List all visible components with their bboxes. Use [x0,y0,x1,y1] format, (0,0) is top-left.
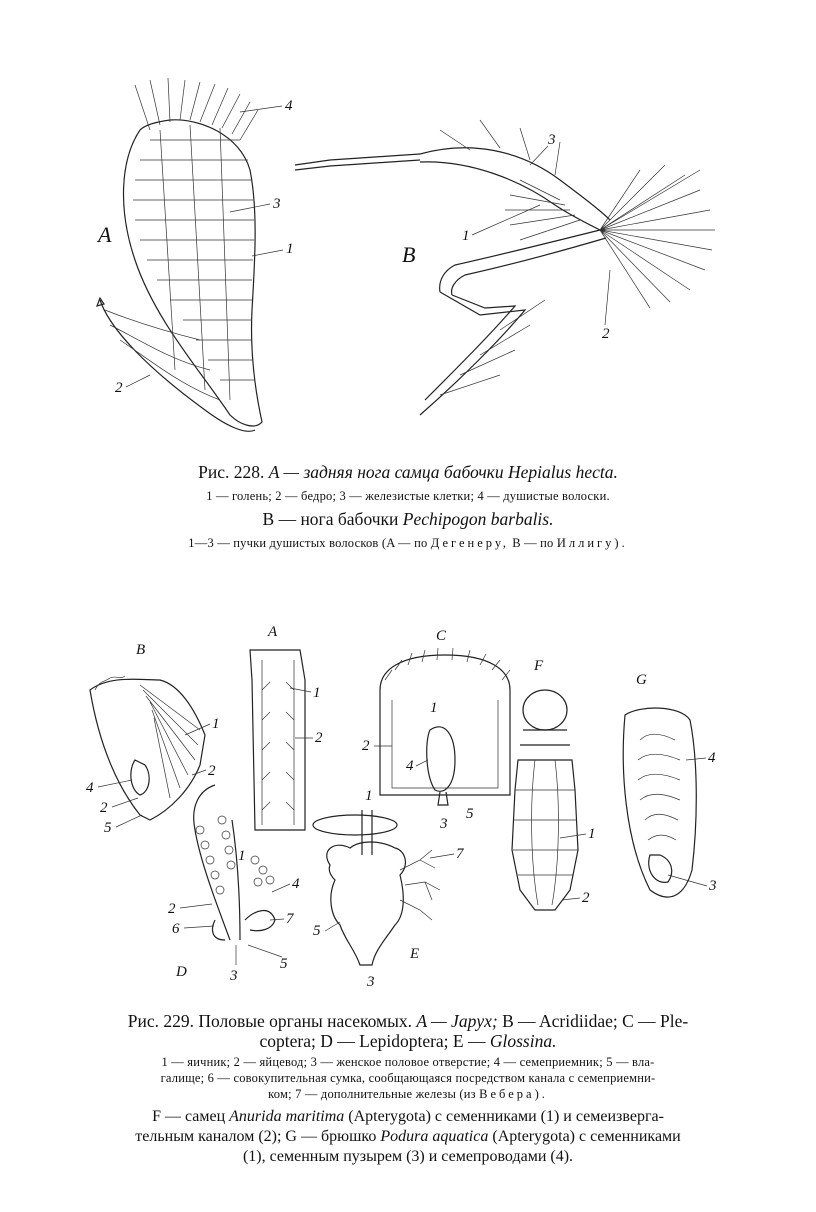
figure-228-illustration [0,70,816,450]
fig229-d-label-1: 1 [238,848,246,864]
fig229-label-B: B [136,642,146,658]
fig229-e-label-1: 1 [365,788,373,804]
fig228-b-label-2: 2 [602,326,610,342]
fig229-d-label-6: 6 [172,921,180,937]
figure-229-b-drawing [90,676,205,820]
fig229-d-label-2: 2 [168,901,176,917]
figure-229-f-drawing [512,690,578,910]
fig229-d-label-4: 4 [292,876,300,892]
fig228-label-B: B [402,242,416,267]
fig229-label-D: D [176,964,187,980]
fig229-f-label-2: 2 [582,890,590,906]
fig229-d-label-5: 5 [280,956,288,972]
fig229-caption-line-1: Рис. 229. Половые органы насекомых. A — Japyx; B — Acridiidae; C — Ple- [127,1011,689,1031]
fig229-b-label-4: 4 [86,780,94,796]
fig228-a-label-3: 3 [273,196,281,212]
fig229-d-label-3: 3 [230,968,238,984]
fig229-caption-line-5: ком; 7 — дополнительные железы (из Вебера). [268,1087,548,1101]
fig229-e-label-7: 7 [456,846,464,862]
figure-228-b-drawing [295,120,715,415]
figure-229-a-drawing [250,650,305,830]
fig229-c-label-2: 2 [362,738,370,754]
fig228-a-label-1: 1 [286,241,294,257]
fig229-a-label-1: 1 [313,685,321,701]
fig229-d-label-7: 7 [286,911,294,927]
fig229-caption-line-7: тельным каналом (2); G — брюшко Podura aquatica (Apterygota) с семенниками [135,1128,681,1145]
fig229-c-label-4: 4 [406,758,414,774]
fig229-label-C: C [436,628,447,644]
figure-228-a-drawing [97,78,262,431]
fig229-b-label-1: 1 [212,716,220,732]
fig229-label-F: F [534,658,544,674]
fig228-b-label-3: 3 [548,132,556,148]
fig228-label-A: A [98,222,112,247]
fig229-b-label-2b: 2 [100,800,108,816]
fig228-caption-line-1: Рис. 228. A — задняя нога самца бабочки Hepialus hecta. [198,462,618,482]
fig229-c-label-1: 1 [430,700,438,716]
figure-229-d-drawing [194,785,275,940]
fig229-c-label-3: 3 [440,816,448,832]
fig229-b-label-2: 2 [208,763,216,779]
figure-229-c-drawing [380,648,510,805]
fig228-a-label-4: 4 [285,98,293,114]
fig228-b-label-1: 1 [462,228,470,244]
fig229-label-G: G [636,672,647,688]
fig229-caption-line-3: 1 — яичник; 2 — яйцевод; 3 — женское половое отверстие; 4 — семеприемник; 5 — вла- [161,1055,655,1069]
fig229-b-label-5: 5 [104,820,112,836]
fig229-f-label-1: 1 [588,826,596,842]
fig228-caption-line-4: 1—3 — пучки душистых волосков (A — по Дегенеру, B — по Иллигу). [188,536,628,550]
fig229-a-label-2: 2 [315,730,323,746]
figure-229-g-drawing [623,708,696,897]
fig229-label-A: A [268,624,278,640]
fig228-a-label-2: 2 [115,380,123,396]
fig229-caption-line-6: F — самец Anurida maritima (Apterygota) с семенниками (1) и семеизверга- [152,1108,664,1125]
fig228-caption-line-3: B — нога бабочки Pechipogon barbalis. [262,509,554,529]
fig229-label-E: E [410,946,420,962]
fig229-caption-line-8: (1), семенным пузырем (3) и семепроводами (4). [242,1148,574,1165]
fig229-g-label-3: 3 [709,878,717,894]
fig229-caption-line-4: галище; 6 — совокупительная сумка, сообщающаяся посредством канала с семеприемни- [160,1071,656,1085]
fig229-e-label-5: 5 [313,923,321,939]
fig228-caption-line-2: 1 — голень; 2 — бедро; 3 — железистые клетки; 4 — душистые волоски. [206,489,610,503]
figure-229-e-drawing [313,810,440,965]
fig229-e-label-3: 3 [367,974,375,990]
figure-229-illustration [0,620,816,1005]
fig229-caption-line-2: coptera; D — Lepidoptera; E — Glossina. [259,1031,557,1051]
fig229-g-label-4: 4 [708,750,716,766]
fig229-c-label-5: 5 [466,806,474,822]
